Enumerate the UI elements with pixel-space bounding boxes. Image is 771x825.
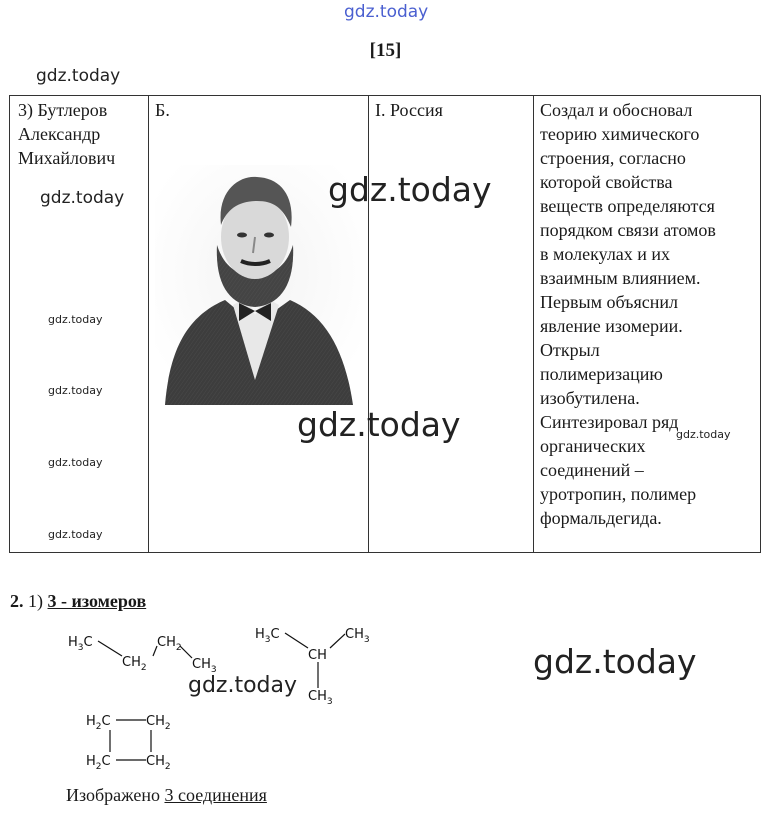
watermark-chem: gdz.today	[188, 673, 298, 698]
watermark-name-cell: gdz.today	[40, 188, 125, 208]
description-line: уротропин, полимер	[540, 484, 697, 504]
description-line: взаимным влиянием.	[540, 268, 701, 288]
watermark-small: gdz.today	[48, 384, 103, 397]
atom-ch3: $CH_3$	[308, 689, 333, 707]
name-line: Михайлович	[18, 148, 116, 168]
description-line: формальдегида.	[540, 508, 662, 528]
butane-formula	[68, 635, 217, 675]
atom-ch3: $CH_3$	[192, 657, 217, 675]
bond	[285, 633, 308, 648]
name-line: 3) Бутлеров	[18, 100, 108, 120]
description-line: в молекулах и их	[540, 244, 671, 264]
description-line: которой свойства	[540, 172, 673, 192]
watermark-large: gdz.today	[297, 405, 461, 444]
description-line: соединений –	[540, 460, 644, 480]
description-line: Открыл	[540, 340, 600, 360]
name-line: Александр	[18, 124, 101, 144]
description-line: Синтезировал ряд	[540, 412, 679, 432]
watermark-small: gdz.today	[676, 428, 731, 441]
atom-ch3: $CH_3$	[345, 627, 370, 645]
description-line: строения, согласно	[540, 148, 686, 168]
summary-line	[66, 785, 267, 806]
watermark-small: gdz.today	[48, 456, 103, 469]
atom-ch2: $CH_2$	[157, 635, 182, 653]
watermark-large: gdz.today	[328, 170, 492, 209]
watermark-left-header: gdz.today	[36, 66, 121, 86]
watermark-small: gdz.today	[48, 528, 103, 541]
atom-ch2: $CH_2$	[146, 714, 171, 732]
watermark-top: gdz.today	[344, 2, 429, 22]
task-number: 2.	[10, 591, 24, 611]
task-answer: 3 - изомеров	[47, 591, 147, 611]
atom-h2c: $H_2C$	[86, 754, 111, 772]
atom-h3c: $H_3C$	[68, 635, 93, 653]
bond	[180, 646, 192, 658]
summary-prefix: Изображено	[66, 785, 165, 805]
atom-ch: CH	[308, 648, 327, 663]
atom-h3c: $H_3C$	[255, 627, 280, 645]
page-number: [15]	[369, 40, 402, 61]
atom-ch2: $CH_2$	[122, 655, 147, 673]
country-label: I. Россия	[375, 100, 443, 120]
cyclobutane-formula	[86, 714, 171, 772]
description-line: веществ определяются	[540, 196, 715, 216]
atom-h2c: $H_2C$	[86, 714, 111, 732]
bond	[98, 641, 122, 656]
description-line: Создал и обосновал	[540, 100, 693, 120]
photo-label: Б.	[155, 100, 170, 120]
description-line: явление изомерии.	[540, 316, 683, 336]
watermark-large: gdz.today	[533, 642, 697, 681]
summary-count: 3 соединения	[164, 785, 267, 805]
description-line: теорию химического	[540, 124, 700, 144]
description-line: органических	[540, 436, 646, 456]
task-sub: 1)	[28, 591, 43, 611]
description-line: Первым объяснил	[540, 292, 679, 312]
description-line: изобутилена.	[540, 388, 640, 408]
bond	[330, 634, 345, 648]
description-line: порядком связи атомов	[540, 220, 716, 240]
description-line: полимеризацию	[540, 364, 663, 384]
atom-ch2: $CH_2$	[146, 754, 171, 772]
watermark-small: gdz.today	[48, 313, 103, 326]
